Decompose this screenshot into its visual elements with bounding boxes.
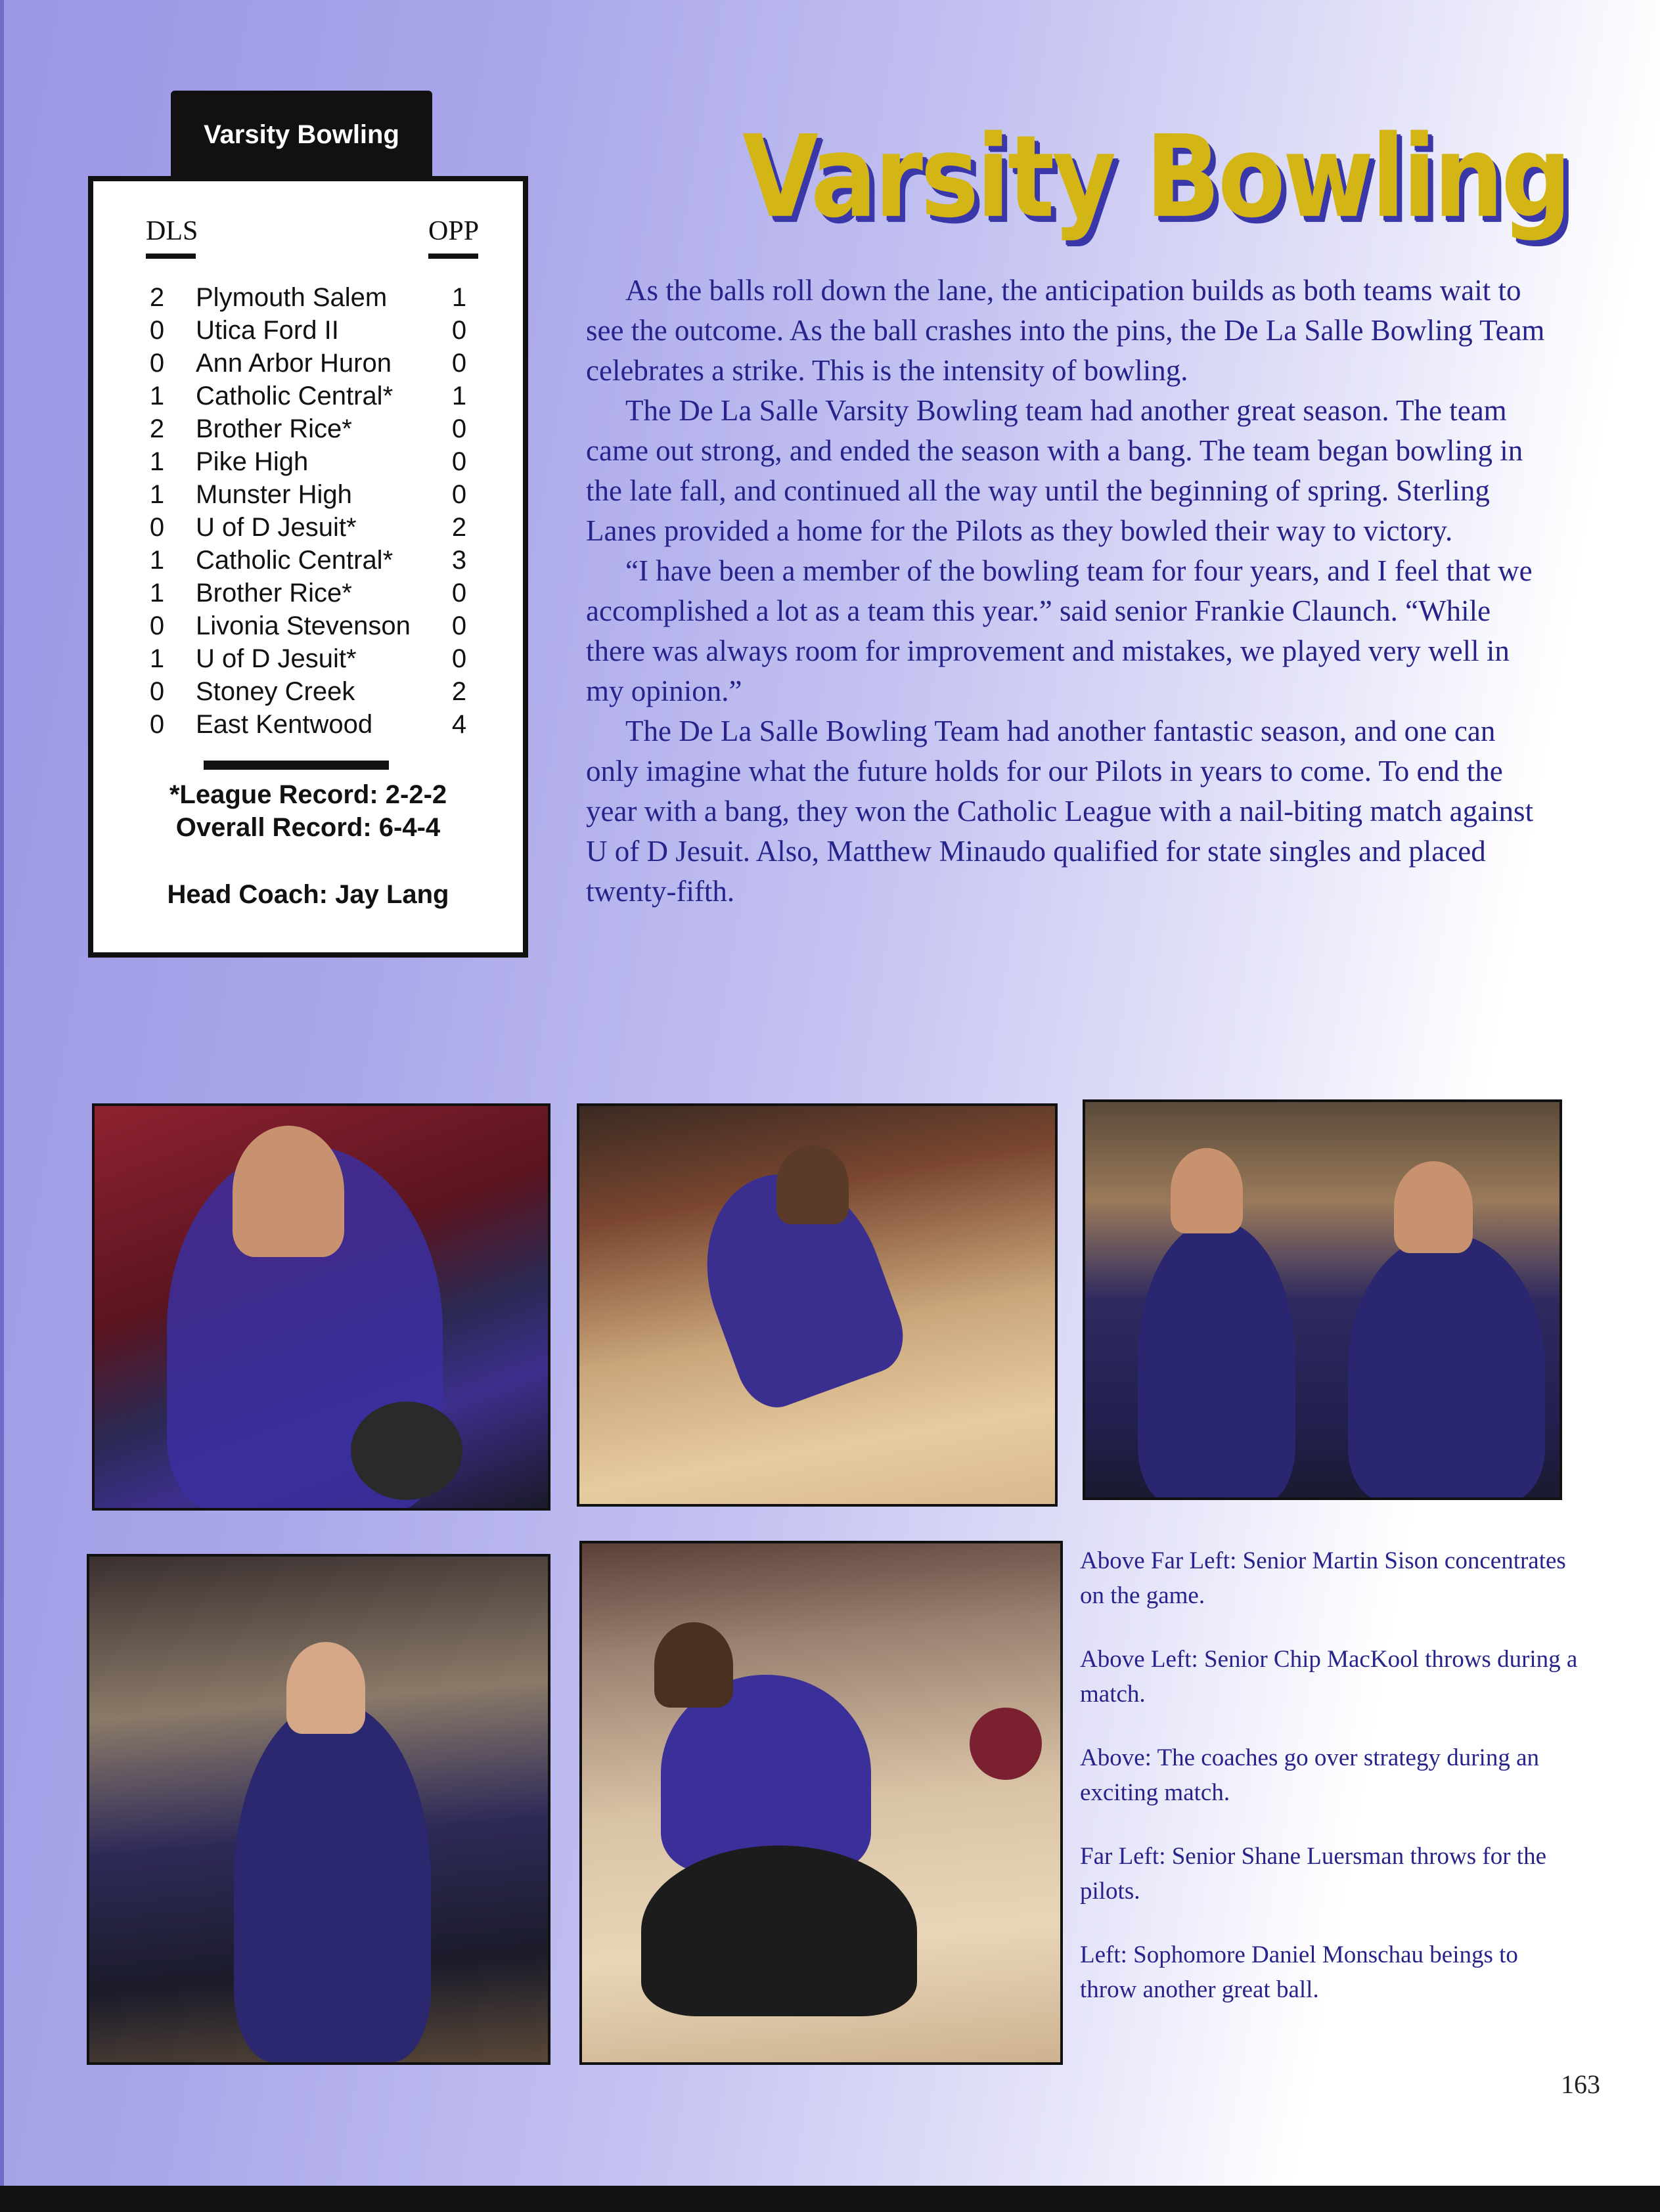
opponent-name: East Kentwood — [196, 710, 373, 739]
photo-figure — [1138, 1220, 1295, 1500]
photo-martin-sison — [92, 1103, 550, 1511]
dls-score: 2 — [149, 283, 165, 312]
opponent-name: U of D Jesuit* — [196, 644, 357, 673]
opponent-name: Livonia Stevenson — [196, 611, 411, 640]
scan-border — [0, 2186, 1660, 2212]
result-row — [147, 445, 495, 478]
dls-score: 1 — [149, 480, 165, 509]
opponent-name: Utica Ford II — [196, 316, 339, 345]
result-row — [147, 281, 495, 314]
bowling-ball-shape — [351, 1402, 462, 1500]
result-row — [147, 314, 495, 347]
dls-score: 0 — [149, 316, 165, 345]
opp-score: 0 — [451, 480, 467, 509]
results-list — [147, 281, 495, 741]
page-edge — [0, 0, 4, 2186]
caption: Above Left: Senior Chip MacKool throws during a match. — [1080, 1646, 1578, 1708]
head-coach: Head Coach: Jay Lang — [167, 880, 449, 909]
article-body — [586, 271, 1552, 912]
photo-shane-luersman — [87, 1554, 550, 2065]
caption: Left: Sophomore Daniel Monschau beings to throw another great ball. — [1080, 1941, 1518, 2003]
photo-figure-head — [233, 1126, 344, 1257]
league-record: *League Record: 2-2-2 — [169, 780, 447, 809]
article-paragraph: The De La Salle Bowling Team had another fantastic season, and one can only imagine what the future holds for our Pilots in years to come. To end the year with a bang, they won the Catholic League with a nail-biting match against U of D Jesuit. Also, Matthew Minaudo qualified for state singles and placed twenty-fifth. — [586, 715, 1534, 908]
result-row — [147, 609, 495, 642]
opp-score: 4 — [451, 710, 467, 739]
opponent-name: Brother Rice* — [196, 579, 352, 608]
bowling-ball-shape — [970, 1708, 1042, 1780]
scorebox — [88, 176, 528, 958]
opp-score: 0 — [451, 644, 467, 673]
photo-figure-head — [286, 1642, 365, 1734]
photo-figure-head — [776, 1145, 849, 1224]
opp-score: 0 — [451, 349, 467, 378]
page-number: 163 — [1561, 2069, 1600, 2099]
opponent-name: Catholic Central* — [196, 382, 393, 410]
photo-coaches — [1083, 1099, 1562, 1500]
opp-score: 0 — [451, 579, 467, 608]
caption: Above Far Left: Senior Martin Sison concentrates on the game. — [1080, 1547, 1566, 1609]
photo-figure — [1348, 1233, 1545, 1500]
opp-score: 0 — [451, 414, 467, 443]
opp-score: 2 — [451, 677, 467, 706]
dls-score: 1 — [149, 579, 165, 608]
opponent-name: Pike High — [196, 447, 309, 476]
opponent-name: Munster High — [196, 480, 352, 509]
article-paragraph: As the balls roll down the lane, the anticipation builds as both teams wait to see the outcome. As the ball crashes into the pins, the De La Salle Bowling Team celebrates a strike. This is the intensity of bowling. — [586, 274, 1545, 387]
dls-header-label: DLS — [146, 216, 198, 246]
dls-score: 0 — [149, 513, 165, 542]
scorebox-tab-label: Varsity Bowling — [204, 120, 399, 149]
opponent-name: Stoney Creek — [196, 677, 355, 706]
opp-header — [428, 215, 479, 259]
result-row — [147, 380, 495, 412]
opponent-name: Plymouth Salem — [196, 283, 388, 312]
photo-chip-mackool — [577, 1103, 1058, 1507]
dls-score: 0 — [149, 611, 165, 640]
article-paragraph: The De La Salle Varsity Bowling team had another great season. The team came out strong, and ended the season with a bang. The team began bowling in the late fall, and continued all the way until the beginning of spring. Sterling Lanes provided a home for the Pilots as they bowled their way to victory. — [586, 394, 1523, 547]
result-row — [147, 708, 495, 741]
photo-figure — [234, 1701, 431, 2062]
caption: Above: The coaches go over strategy during an exciting match. — [1080, 1744, 1540, 1806]
opp-score: 2 — [451, 513, 467, 542]
opponent-name: Catholic Central* — [196, 546, 393, 575]
dls-score: 1 — [149, 447, 165, 476]
opp-header-label: OPP — [428, 216, 480, 246]
result-row — [147, 412, 495, 445]
caption: Far Left: Senior Shane Luersman throws for the pilots. — [1080, 1843, 1547, 1905]
dls-score: 1 — [149, 382, 165, 410]
photo-figure-head — [1394, 1161, 1473, 1253]
dls-header — [146, 215, 198, 259]
opp-score: 1 — [451, 283, 467, 312]
opp-score: 3 — [451, 546, 467, 575]
opp-score: 0 — [451, 316, 467, 345]
photo-captions — [1080, 1543, 1579, 2036]
result-row — [147, 478, 495, 511]
opponent-name: U of D Jesuit* — [196, 513, 357, 542]
photo-figure-legs — [641, 1846, 917, 2016]
opponent-name: Ann Arbor Huron — [196, 349, 392, 378]
opp-header-rule — [428, 254, 478, 259]
dls-score: 0 — [149, 710, 165, 739]
opp-score: 0 — [451, 447, 467, 476]
photo-figure-head — [1171, 1148, 1243, 1233]
opp-score: 1 — [451, 382, 467, 410]
dls-score: 1 — [149, 644, 165, 673]
overall-record: Overall Record: 6-4-4 — [175, 813, 441, 842]
result-row — [147, 675, 495, 708]
dls-score: 1 — [149, 546, 165, 575]
photo-daniel-monschau — [579, 1541, 1063, 2065]
opp-score: 0 — [451, 611, 467, 640]
photo-figure-head — [654, 1622, 733, 1708]
scorebox-divider — [204, 761, 389, 770]
scorebox-tab — [171, 91, 432, 179]
page-title: Varsity Bowling — [742, 112, 1569, 244]
result-row — [147, 577, 495, 609]
opponent-name: Brother Rice* — [196, 414, 352, 443]
dls-score: 0 — [149, 349, 165, 378]
result-row — [147, 511, 495, 544]
result-row — [147, 642, 495, 675]
result-row — [147, 544, 495, 577]
article-paragraph: “I have been a member of the bowling team for four years, and I feel that we accomplished a lot as a team this year.” said senior Frankie Claunch. “While there was always room for improvement and mistakes, we played very well in my opinion.” — [586, 554, 1533, 707]
dls-score: 0 — [149, 677, 165, 706]
dls-score: 2 — [149, 414, 165, 443]
dls-header-rule — [146, 254, 196, 259]
result-row — [147, 347, 495, 380]
